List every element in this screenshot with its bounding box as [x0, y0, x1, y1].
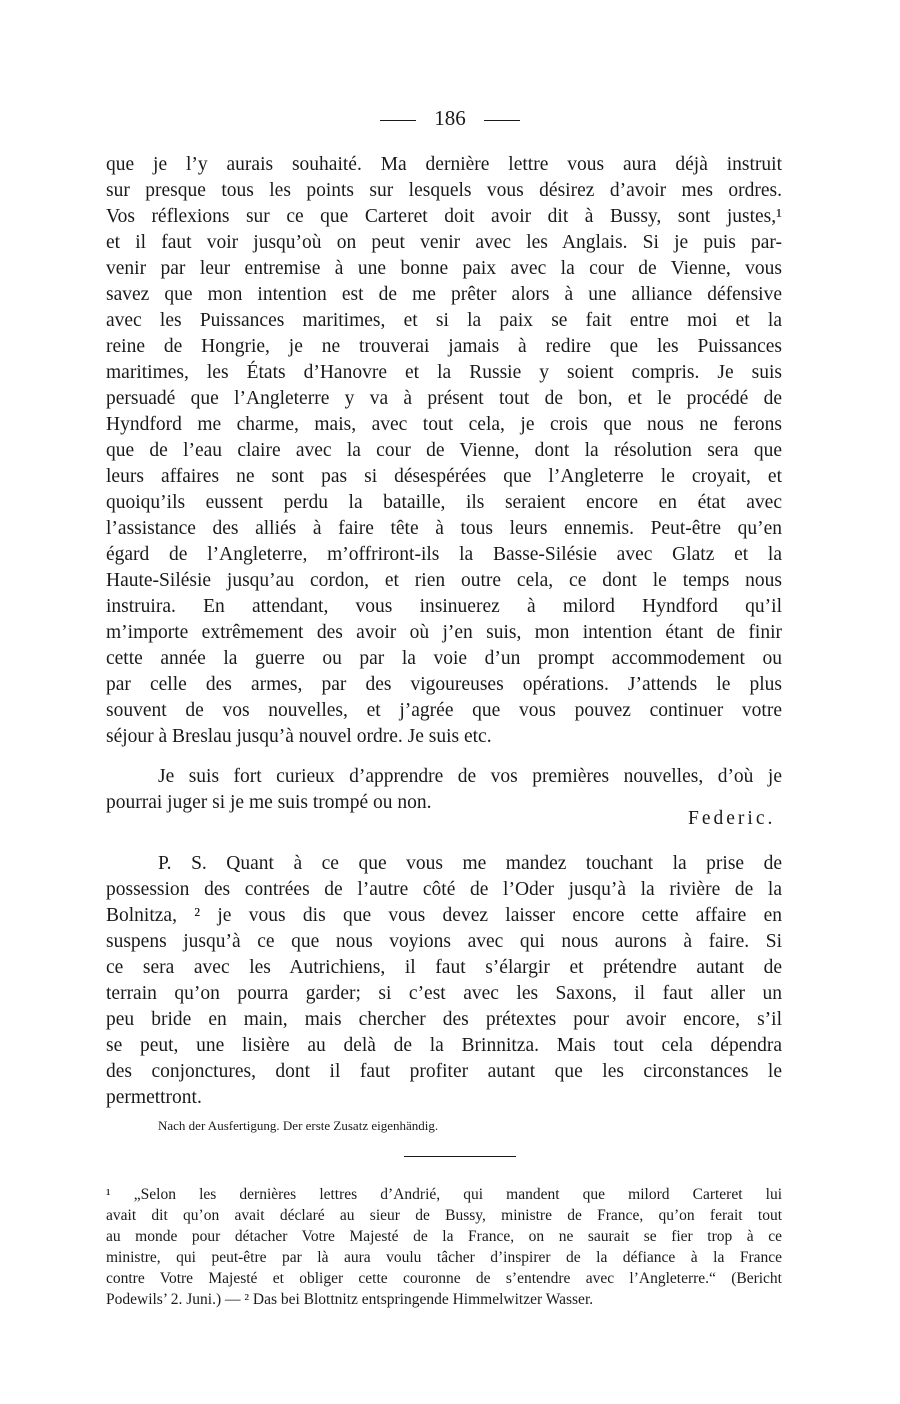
text-line: que de l’eau claire avec la cour de Vienne, dont la résolution sera que [106, 440, 782, 461]
text-line: savez que mon intention est de me prêter alors à une alliance défensive [106, 284, 782, 305]
text-line: ce sera avec les Autrichiens, il faut s’élargir et prétendre autant de [106, 957, 782, 978]
header-rule-right [484, 120, 520, 121]
text-line: venir par leur entremise à une bonne paix avec la cour de Vienne, vous [106, 258, 782, 279]
text-line: possession des contrées de l’autre côté de l’Oder jusqu’à la rivière de la [106, 879, 782, 900]
header-rule-left [380, 120, 416, 121]
text-line: par celle des armes, par des vigoureuses opérations. J’attends le plus [106, 674, 782, 695]
text-line: l’assistance des alliés à faire tête à tous leurs ennemis. Peut-être qu’en [106, 518, 782, 539]
footnote-line: au monde pour détacher Votre Majesté de la France, on ne saurait se fier trop à ce [106, 1228, 782, 1245]
footnote-line: avait dit qu’on avait déclaré au sieur de Bussy, ministre de France, qu’on ferait tout [106, 1207, 782, 1224]
footnote-line: contre Votre Majesté et obliger cette couronne de s’entendre avec l’Angleterre.“ (Bericht [106, 1270, 782, 1287]
text-line: maritimes, les États d’Hanovre et la Russie y soient compris. Je suis [106, 362, 782, 383]
text-line: suspens jusqu’à ce que nous voyions avec qui nous aurons à faire. Si [106, 931, 782, 952]
text-line: égard de l’Angleterre, m’offriront-ils la Basse-Silésie avec Glatz et la [106, 544, 782, 565]
text-line: P. S. Quant à ce que vous me mandez touchant la prise de [158, 853, 782, 874]
footnotes [106, 1184, 782, 1310]
text-line: Bolnitza, ² je vous dis que vous devez laisser encore cette affaire en [106, 905, 782, 926]
text-line: séjour à Breslau jusqu’à nouvel ordre. Je suis etc. [106, 726, 492, 747]
text-line: cette année la guerre ou par la voie d’un prompt accommodement ou [106, 648, 782, 669]
footnote-line: ¹ „Selon les dernières lettres d’Andrié, qui mandent que milord Carteret lui [106, 1186, 782, 1203]
letter-body [106, 152, 782, 750]
text-line: des conjonctures, dont il faut profiter autant que les circonstances le [106, 1061, 782, 1082]
text-line: Haute-Silésie jusqu’au cordon, et rien outre cela, ce dont le temps nous [106, 570, 782, 591]
text-line: reine de Hongrie, je ne trouverai jamais à redire que les Puissances [106, 336, 782, 357]
footnote-line: Podewils’ 2. Juni.) — ² Das bei Blottnitz entspringende Himmelwitzer Wasser. [106, 1291, 594, 1308]
text-line: Je suis fort curieux d’apprendre de vos premières nouvelles, d’où je [158, 766, 782, 787]
text-line: permettront. [106, 1087, 202, 1108]
text-line: m’importe extrêmement des avoir où j’en suis, mon intention étant de finir [106, 622, 782, 643]
signature: Federic. [688, 808, 776, 829]
text-line: Hyndford me charme, mais, avec tout cela, je crois que nous ne ferons [106, 414, 782, 435]
source-note: Nach der Ausfertigung. Der erste Zusatz eigenhändig. [158, 1118, 439, 1133]
text-line: pourrai juger si je me suis trompé ou non. [106, 792, 432, 813]
text-line: avec les Puissances maritimes, et si la paix se fait entre moi et la [106, 310, 782, 331]
text-line: instruira. En attendant, vous insinuerez à milord Hyndford qu’il [106, 596, 782, 617]
footnote-line: ministre, qui peut-être par là aura voulu tâcher d’inspirer de la défiance à la France [106, 1249, 782, 1266]
postscript-paragraph [106, 851, 782, 1111]
text-line: et il faut voir jusqu’où on peut venir avec les Anglais. Si je puis par- [106, 232, 782, 253]
text-line: terrain qu’on pourra garder; si c’est avec les Saxons, il faut aller un [106, 983, 782, 1004]
text-line: persuadé que l’Angleterre y va à présent tout de bon, et le procédé de [106, 388, 782, 409]
text-line: sur presque tous les points sur lesquels vous désirez d’avoir mes ordres. [106, 180, 782, 201]
text-line: leurs affaires ne sont pas si désespérées que l’Angleterre le croyait, et [106, 466, 782, 487]
text-line: peu bride en main, mais chercher des prétextes pour avoir encore, s’il [106, 1009, 782, 1030]
text-line: souvent de vos nouvelles, et j’agrée que vous pouvez continuer votre [106, 700, 782, 721]
page-header [0, 104, 900, 132]
text-line: Vos réflexions sur ce que Carteret doit avoir dit à Bussy, sont justes,¹ [106, 206, 782, 227]
footnote-divider [404, 1156, 516, 1157]
text-line: se peut, une lisière au delà de la Brinnitza. Mais tout cela dépendra [106, 1035, 782, 1056]
page-number: 186 [434, 106, 466, 130]
closing-paragraph [106, 764, 782, 816]
text-line: quoiqu’ils eussent perdu la bataille, ils seraient encore en état avec [106, 492, 782, 513]
text-line: que je l’y aurais souhaité. Ma dernière lettre vous aura déjà instruit [106, 154, 782, 175]
